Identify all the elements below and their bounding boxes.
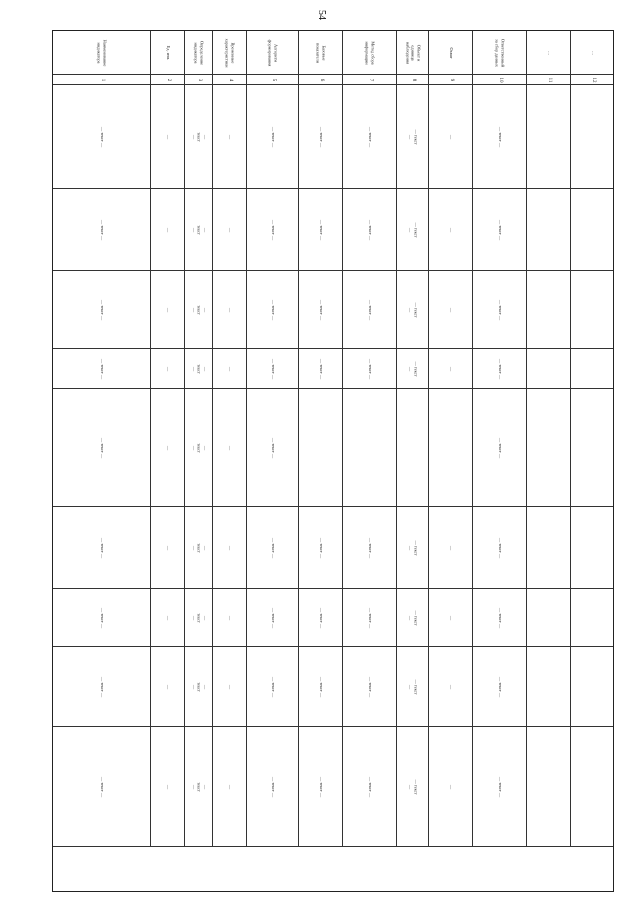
table-cell-text: — текст — — [407, 779, 419, 794]
table-cell — [343, 389, 397, 507]
table-cell — [429, 727, 473, 847]
table-cell-text: — — [227, 684, 233, 689]
table-cell — [299, 727, 343, 847]
table-cell-text: — — [448, 684, 454, 689]
table-cell-text: — текст — — [318, 126, 324, 147]
table-cell — [53, 349, 151, 389]
table-cell — [213, 389, 247, 507]
table-cell — [53, 189, 151, 271]
table-cell-text: — текст — — [407, 302, 419, 317]
table-cell-text: — — [448, 307, 454, 312]
table-cell — [53, 647, 151, 727]
table-cell — [429, 507, 473, 589]
header-cell-text: Временные характеристики — [224, 38, 236, 67]
table-cell-text: — текст — — [497, 126, 503, 147]
header-cell — [213, 31, 247, 75]
column-number-cell-text: 3 — [196, 78, 202, 81]
table-cell — [571, 389, 614, 507]
table-cell — [527, 507, 571, 589]
table-cell — [299, 85, 343, 189]
header-cell-text: Базовые показатели — [315, 42, 327, 63]
table-cell — [473, 349, 527, 389]
table-cell — [571, 647, 614, 727]
table-cell-text: — текст — — [99, 126, 105, 147]
header-cell — [53, 31, 151, 75]
table-cell — [247, 349, 299, 389]
table-cell — [527, 349, 571, 389]
table-cell-text: — — [227, 445, 233, 450]
table-cell — [213, 349, 247, 389]
table-cell-text: — — [227, 784, 233, 789]
header-cell — [343, 31, 397, 75]
table-cell — [571, 85, 614, 189]
table-cell-text: — — [165, 445, 171, 450]
table-cell-text: — текст — — [407, 129, 419, 144]
table-cell — [473, 647, 527, 727]
header-cell-text: Ед. изм. — [165, 45, 171, 60]
table-cell — [527, 589, 571, 647]
column-number-cell — [299, 75, 343, 85]
table-cell-text: — текст — — [318, 776, 324, 797]
table-cell — [213, 85, 247, 189]
table-cell-text: — текст — — [497, 776, 503, 797]
table-cell — [473, 507, 527, 589]
table-cell — [343, 507, 397, 589]
header-cell-text: Объект и единица наблюдения — [404, 41, 421, 64]
table-cell-text: — текст — — [190, 781, 207, 792]
table-cell — [473, 727, 527, 847]
table-cell — [185, 647, 213, 727]
table-cell — [527, 389, 571, 507]
table-cell — [185, 507, 213, 589]
table-cell-text: — — [448, 134, 454, 139]
table-cell — [151, 349, 185, 389]
table-cell-text: — — [227, 545, 233, 550]
table-cell — [397, 507, 429, 589]
table-cell-text: — текст — — [497, 537, 503, 558]
table-cell — [299, 389, 343, 507]
header-cell-text: Определение индикатора — [193, 40, 205, 65]
column-number-cell — [185, 75, 213, 85]
table-cell — [247, 189, 299, 271]
table-cell — [527, 727, 571, 847]
table-cell — [53, 507, 151, 589]
table-cell — [429, 85, 473, 189]
table-cell-text: — текст — — [190, 612, 207, 623]
table-cell-text: — текст — — [407, 679, 419, 694]
table-cell-text: — текст — — [497, 219, 503, 240]
table-cell-text: — текст — — [367, 358, 373, 379]
table-cell — [299, 507, 343, 589]
table-cell-text: — текст — — [270, 537, 276, 558]
column-number-cell — [213, 75, 247, 85]
table-cell — [527, 85, 571, 189]
table-cell — [343, 271, 397, 349]
table-cell — [571, 507, 614, 589]
table-cell-text: — текст — — [407, 222, 419, 237]
table-cell — [213, 647, 247, 727]
header-cell — [527, 31, 571, 75]
table-cell-text: — — [448, 784, 454, 789]
column-number-cell-text: 1 — [99, 78, 105, 81]
table-cell — [185, 727, 213, 847]
table-cell — [473, 189, 527, 271]
table-cell-text: — текст — — [190, 363, 207, 374]
table-cell-text: — — [448, 227, 454, 232]
table-cell-text: — текст — — [190, 681, 207, 692]
table-cell-text: — текст — — [318, 219, 324, 240]
table-cell-text: — текст — — [190, 304, 207, 315]
table-cell — [571, 727, 614, 847]
table-cell — [247, 507, 299, 589]
table-cell-text: — текст — — [367, 299, 373, 320]
table-cell — [185, 389, 213, 507]
header-cell-text: Метод сбора информации — [364, 40, 376, 65]
table-cell-text: — текст — — [367, 537, 373, 558]
header-cell — [299, 31, 343, 75]
table-cell — [247, 589, 299, 647]
table-cell — [151, 389, 185, 507]
table-cell — [571, 349, 614, 389]
header-cell — [151, 31, 185, 75]
header-cell — [473, 31, 527, 75]
table-cell-text: — текст — — [497, 437, 503, 458]
header-cell-text: Алгоритм формирования — [267, 39, 279, 66]
indicator-table — [52, 30, 614, 892]
column-number-cell — [527, 75, 571, 85]
table-cell — [429, 389, 473, 507]
table-cell-text: — текст — — [99, 537, 105, 558]
table-cell — [571, 589, 614, 647]
table-cell — [151, 647, 185, 727]
table-cell — [151, 189, 185, 271]
table-cell — [397, 727, 429, 847]
table-cell — [397, 85, 429, 189]
table-cell — [429, 189, 473, 271]
table-cell-text: — текст — — [367, 676, 373, 697]
table-cell-text: — текст — — [407, 540, 419, 555]
table-cell — [397, 349, 429, 389]
column-number-cell — [473, 75, 527, 85]
table-cell-text: — текст — — [99, 676, 105, 697]
table-cell-text: — текст — — [318, 676, 324, 697]
table-cell-text: — текст — — [99, 776, 105, 797]
table-cell-text: — текст — — [407, 610, 419, 625]
column-number-cell-text: 6 — [318, 78, 324, 81]
table-cell — [429, 589, 473, 647]
table-cell-text: — — [165, 684, 171, 689]
table-cell-text: — текст — — [190, 131, 207, 142]
table-cell-text: — — [165, 784, 171, 789]
table-cell-text: — текст — — [318, 299, 324, 320]
header-cell-text: … — [590, 50, 596, 55]
table-cell-text: — текст — — [497, 299, 503, 320]
table-cell-text: — текст — — [270, 219, 276, 240]
table-cell — [185, 189, 213, 271]
table-cell-text: — — [165, 307, 171, 312]
table-cell — [527, 271, 571, 349]
table-cell — [299, 349, 343, 389]
column-number-cell — [151, 75, 185, 85]
table-cell-text: — текст — — [497, 358, 503, 379]
table-cell — [213, 589, 247, 647]
table-cell-text: — текст — — [318, 358, 324, 379]
table-cell — [247, 727, 299, 847]
column-number-cell — [53, 75, 151, 85]
table-cell-text: — текст — — [318, 537, 324, 558]
table-cell — [429, 271, 473, 349]
header-cell-text: … — [546, 50, 552, 55]
column-number-cell — [397, 75, 429, 85]
table-cell-text: — — [165, 545, 171, 550]
table-cell-text: — — [165, 227, 171, 232]
table-cell-text: — текст — — [367, 607, 373, 628]
table-cell — [473, 389, 527, 507]
table-cell-text: — текст — — [99, 299, 105, 320]
header-cell — [185, 31, 213, 75]
table-cell — [185, 349, 213, 389]
table-cell — [429, 349, 473, 389]
header-cell-text: Охват — [448, 47, 454, 58]
table-cell-text: — текст — — [190, 224, 207, 235]
table-cell-text: — — [448, 615, 454, 620]
header-cell — [397, 31, 429, 75]
table-cell-text: — текст — — [497, 676, 503, 697]
table-cell — [53, 85, 151, 189]
table-cell-text: — текст — — [270, 437, 276, 458]
table-cell — [299, 647, 343, 727]
table-cell-text: — текст — — [270, 676, 276, 697]
table-cell-text: — текст — — [99, 607, 105, 628]
table-cell — [151, 589, 185, 647]
table-cell-text: — — [165, 366, 171, 371]
table-cell — [343, 349, 397, 389]
table-cell-text: — — [227, 366, 233, 371]
table-cell — [247, 271, 299, 349]
table-cell — [397, 389, 429, 507]
table-cell-text: — текст — — [497, 607, 503, 628]
table-cell-text: — текст — — [190, 442, 207, 453]
table-cell — [343, 647, 397, 727]
table-cell — [397, 647, 429, 727]
table-cell — [185, 85, 213, 189]
column-number-cell-text: 5 — [270, 78, 276, 81]
header-cell-text: Ответственный за сбор данных — [494, 38, 506, 67]
table-cell — [343, 589, 397, 647]
column-number-cell — [571, 75, 614, 85]
header-cell — [247, 31, 299, 75]
table-cell — [151, 85, 185, 189]
table-cell-text: — текст — — [99, 437, 105, 458]
table-cell-text: — текст — — [367, 219, 373, 240]
table-cell — [343, 85, 397, 189]
table-cell — [343, 727, 397, 847]
table-cell-text: — — [448, 545, 454, 550]
header-cell — [429, 31, 473, 75]
table-cell-text: — — [165, 615, 171, 620]
table-cell-text: — текст — — [99, 358, 105, 379]
table-cell — [473, 589, 527, 647]
table-cell-text: — — [227, 134, 233, 139]
page-number: 54 — [316, 10, 327, 20]
table-cell — [397, 189, 429, 271]
table-cell-text: — текст — — [270, 126, 276, 147]
table-cell — [299, 189, 343, 271]
column-number-cell-text: 7 — [367, 78, 373, 81]
table-cell-text: — текст — — [367, 776, 373, 797]
table-cell — [473, 271, 527, 349]
column-number-cell — [429, 75, 473, 85]
table-cell — [151, 727, 185, 847]
table-cell-text: — текст — — [190, 542, 207, 553]
table-cell-text: — — [227, 615, 233, 620]
table-cell — [151, 271, 185, 349]
table-cell — [53, 589, 151, 647]
column-number-cell-text: 2 — [165, 78, 171, 81]
table-cell-text: — — [448, 366, 454, 371]
table-cell — [53, 389, 151, 507]
table-cell — [185, 589, 213, 647]
column-number-cell — [343, 75, 397, 85]
table-cell — [53, 727, 151, 847]
table-cell-text: — текст — — [99, 219, 105, 240]
table-cell — [299, 271, 343, 349]
table-cell — [213, 189, 247, 271]
table-cell — [151, 507, 185, 589]
table-cell — [213, 271, 247, 349]
table-cell-text: — — [227, 227, 233, 232]
table-cell-text: — текст — — [407, 361, 419, 376]
table-cell — [213, 507, 247, 589]
table-cell-text: — текст — — [318, 607, 324, 628]
table-cell — [247, 389, 299, 507]
table-cell-text: — текст — — [270, 358, 276, 379]
table-cell — [247, 647, 299, 727]
table-cell — [53, 271, 151, 349]
table-cell — [571, 189, 614, 271]
table-cell — [473, 85, 527, 189]
table-cell — [527, 189, 571, 271]
column-number-cell-text: 12 — [590, 77, 596, 82]
table-cell — [247, 85, 299, 189]
table-cell — [397, 271, 429, 349]
table-cell — [429, 647, 473, 727]
table-cell-text: — текст — — [270, 776, 276, 797]
table-cell-text: — текст — — [367, 126, 373, 147]
table-cell-text: — текст — — [270, 607, 276, 628]
column-number-cell — [247, 75, 299, 85]
column-number-cell-text: 9 — [448, 78, 454, 81]
column-number-cell-text: 10 — [497, 77, 503, 82]
column-number-cell-text: 8 — [410, 78, 416, 81]
table-cell — [185, 271, 213, 349]
table-cell — [343, 189, 397, 271]
table-cell — [299, 589, 343, 647]
table-cell — [213, 727, 247, 847]
table-cell-text: — — [227, 307, 233, 312]
header-cell-text: Наименование индикатора — [96, 39, 108, 66]
table-cell — [397, 589, 429, 647]
column-number-cell-text: 4 — [227, 78, 233, 81]
table-cell-text: — — [165, 134, 171, 139]
table-cell — [571, 271, 614, 349]
column-number-cell-text: 11 — [546, 77, 552, 82]
table-cell — [527, 647, 571, 727]
table-cell-text: — текст — — [270, 299, 276, 320]
header-cell — [571, 31, 614, 75]
